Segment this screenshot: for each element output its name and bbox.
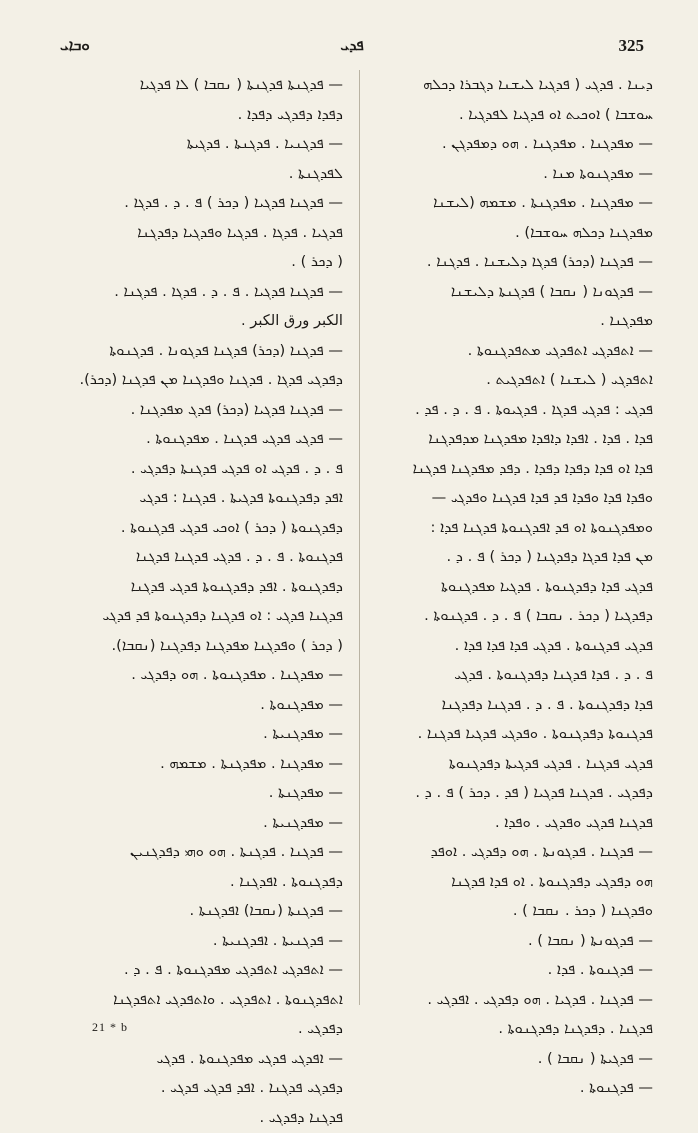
entry-line: ܘܦܕܓܢܐ ( ܕܟܪ . ܢܩܒܐ ) . xyxy=(512,902,653,919)
entry-line: — ܡܦܕܓܢܬܐ . xyxy=(268,784,343,801)
entry-line: — ܦܕܓܢܐ (ܕܟܪ) ܦܕܓܐ ܕܠܝܫܢܐ . ܦܕܓܢܐ . xyxy=(426,253,653,270)
entry-line: ܦܕܓܝ ܦܕܐ ܕܦܕܓܢܘܬܐ . ܦܕܓܝܐ ܡܦܕܓܢܘܬܐ xyxy=(441,577,653,595)
entry-line: ܕܝܢܐ . ܦܕܓܝ ( ܦܕܓܝܐ ܠܝܫܢܐ ܕܓܒܪܐ ܕܟܠܗ xyxy=(423,76,653,93)
page-header xyxy=(60,36,644,58)
entry-line: ܦܕܓܢܐ ܦܕܓܝ ܘܦܕܓܝ . ܘܦܕܐ . xyxy=(494,813,653,831)
entry-line: — ܦܕܓܢܐ ܦܕܓܝܐ (ܕܟܪ) ܦܕܓ ܡܦܕܓܢܐ . xyxy=(130,400,343,418)
entry-line: ܦܕܓܢܐ ܦܕܓܝ : ܐܘ ܦܕܓܢܐ ܕܦܕܓܢܘܬܐ ܦܕ ܦܕܓܝ xyxy=(102,607,343,624)
running-head-center: ܦܕܝ xyxy=(340,36,364,54)
entry-line: ܕܦܕܓܢܘܬܐ . ܐܦܕܓܢܐ . xyxy=(229,872,343,890)
entry-line: — ܦܕܓܘܢܬܐ ( ܢܩܒܐ ) . xyxy=(527,931,653,949)
entry-line: ܦܕܓܝ ܦܕܓܢܘܬܐ . ܦܕܓܝ ܦܕܐ ܦܕܐ ܦܕܐ . xyxy=(454,636,653,654)
entry-line: — ܡܦܕܓܢܐ . ܡܦܕܓܢܐ . ܗܘ ܕܡܦܕܓܢ . xyxy=(442,135,653,152)
entry-line: — ܡܦܕܓܢܐ . ܡܦܕܓܢܬܐ . ܡܫܡܗ . xyxy=(160,754,343,772)
entry-line: — ܡܦܕܓܢܐ . ܡܦܕܓܢܘܬܐ . ܗܘ ܕܦܕܓܝ . xyxy=(131,666,343,683)
entry-line: ܦܕܓܝ ܦܕܓܢܐ . ܦܕܓܝ ܦܕܓܝܬܐ ܕܦܕܓܢܘܬܐ xyxy=(448,754,653,772)
entry-line: — ܡܦܕܓܢܘܬܐ . xyxy=(260,695,343,713)
entry-line: — ܡܦܕܓܢܐ . ܡܦܕܓܢܬܐ . ܡܫܡܗ (ܠܝܫܢܐ xyxy=(433,194,653,211)
printer-signature: 21 * b xyxy=(92,1020,128,1034)
entry-line: ܗܘ ܕܦܕܓܝ ܕܦܕܓܢܘܬܐ . ܐܘ ܦܕܐ ܦܕܓܢܐ xyxy=(451,872,653,890)
entry-line: ܕܦܕܓܝ . xyxy=(297,1020,343,1037)
entry-line: ܦ . ܕ . ܦܕܐ ܦܕܓܢܐ ܕܦܕܓܢܘܬܐ . ܦܕܓܝ xyxy=(454,666,653,683)
entry-line: ܐܦܕ ܕܦܕܓܢܘܬܐ ܦܕܓܝܬܐ . ܦܕܓܢܐ : ܦܕܓܝ xyxy=(139,489,343,506)
entry-line: — ܡܦܕܓܢܝܬܐ . xyxy=(263,725,343,742)
entry-line: ܘܦܕܐ ܦܕܐ ܘܦܕܐ ܦܕ ܦܕܐ ܦܕܓܢܐ ܘܦܕܓܝ — xyxy=(431,489,653,506)
right-column xyxy=(375,70,653,1096)
entry-line: ܡܦܕܓܢܐ . xyxy=(600,312,653,329)
entry-line: ܕܦܕܓܝ . ܦܕܓܢܐ ܦܕܓܝܐ ( ܦܕ . ܕܟܪ ) ܦ . ܕ . xyxy=(415,784,653,801)
entry-line: — ܦܕܓܢܐ . ܦܕܓܝܐ . ܗܘ ܕܦܕܓܝ . ܐܦܕܓܝ . xyxy=(427,990,653,1008)
entry-line: — ܡܦܕܓܢܝܬܐ . xyxy=(263,813,343,831)
entry-line: ܐܬܦܕܓܢܘܬܐ . ܐܬܦܕܓܝ . ܘܐܬܦܕܓܝ ܐܬܦܕܓܢܐ xyxy=(113,990,343,1008)
page-number: 325 xyxy=(618,36,644,55)
entry-line: ( ܕܟܪ ) ܘܦܕܓܢܐ ܡܦܕܓܢܐ ܕܦܕܓܢܐ (ܢܩܒܐ). xyxy=(111,636,343,654)
entry-line: — ܦܕܓܢܝܐ . ܦܕܓܢܬܐ . ܦܕܓܝܬܐ xyxy=(186,135,343,152)
entry-line: — ܦܕܓܢܘܬܐ . xyxy=(579,1079,653,1096)
entry-line: ܦܕܐ ܐܘ ܦܕܐ ܕܦܕܐ ܕܦܕܐ . ܕܦܕ ܡܦܕܓܢܐ ܦܕܓܢܐ xyxy=(412,459,653,477)
entry-line: ܚܘܫܒܐ ) ܐܘܟܝܬ ܐܘ ܦܕܓܝܐ ܠܦܕܓܝܐ . xyxy=(458,105,653,123)
entry-line: ܕܦܕܓܢܘܬܐ . ܐܦܕ ܕܦܕܓܢܘܬܐ ܦܕܓܝ ܦܕܓܢܐ xyxy=(130,577,343,595)
entry-line: ܦܕܐ ܕܦܕܓܢܘܬܐ . ܦ . ܕ . ܦܕܓܢܐ ܕܦܕܓܢܐ xyxy=(441,695,653,713)
entry-line: الكبر ورق الكبر . xyxy=(240,312,343,329)
entry-line: — ܦܕܓܢܐ . ܦܕܓܘܢܬܐ . ܗܘ ܕܦܕܓܝ . ܐܘܦܕ xyxy=(430,843,653,860)
entry-line: — ܦܕܓܢܐ ܦܕܓܝܐ ( ܕܟܪ ) ܦ . ܕ . ܦܕܓܐ . xyxy=(124,194,343,211)
entry-line: ܦܕܐ . ܦܕܐ . ܐܦܕܐ ܕܐܦܕܐ ܡܦܕܓܢܐ ܡܕܦܕܓܢܐ xyxy=(428,430,653,447)
entry-line: ܘܡܦܕܓܢܘܬܐ ܐܘ ܦܕ ܐܦܕܓܢܘܬܐ ܦܕܓܢܐ ܦܕܐ : xyxy=(430,518,653,536)
entry-line: — ܦܕܓܢܐ . ܦܕܓܢܬܐ . ܗܘ ܘܗܝ ܕܦܕܓܢܝܢ xyxy=(129,843,343,860)
entry-line: — ܦܕܓܢܬܐ (ܢܩܒܐ) ܐܦܕܓܢܬܐ . xyxy=(189,902,343,919)
entry-line: ܦܕܓܢܐ . ܕܦܕܓܢܐ ܕܦܕܓܢܘܬܐ . xyxy=(498,1020,653,1037)
entry-line: — ܦܕܓܢܬܐ ܦܕܓܢܬܐ ( ܢܩܒܐ ) ܠܐ ܦܕܓܝܐ xyxy=(139,76,343,93)
entry-line: ( ܕܟܪ ) . xyxy=(291,253,343,270)
column-divider xyxy=(359,70,360,1005)
entry-line: ܠܦܕܓܢܬܐ . xyxy=(288,164,343,182)
running-head-left: ܘܒܐܝ xyxy=(60,36,90,54)
entry-line: ܡܦܕܓܢܐ ܕܟܠܗ ܚܘܫܒܐ) . xyxy=(515,223,653,241)
entry-line: ܡܢ ܦܕܐ ܦܕܓܐ ܕܦܕܓܢܐ ( ܕܟܪ ) ܦ . ܕ . xyxy=(446,548,653,565)
entry-line: ܕܦܕܓܝ ܦܕܓܢܐ . ܐܦܕ ܦܕܓܝ ܦܕܓܝ . xyxy=(160,1079,343,1096)
entry-line: — ܡܦܕܓܢܘܬܐ ܡܢܐ . xyxy=(543,164,653,182)
entry-line: ܕܦܕܓܢܘܬܐ ( ܕܟܪ ) ܐܘܟܝ ܦܕܓܝ ܦܕܓܢܘܬܐ . xyxy=(120,518,343,536)
entry-line: — ܦܕܓܘܢܐ ( ܢܩܒܐ ) ܦܕܓܢܬܐ ܕܠܝܫܢܐ xyxy=(450,282,653,300)
entry-line: — ܦܕܓܢܘܬܐ . ܦܕܐ . xyxy=(547,961,653,978)
entry-line: — ܦܕܓܢܐ ܦܕܓܝܐ . ܦ . ܕ . ܦܕܓܐ . ܦܕܓܢܐ . xyxy=(114,282,343,300)
entry-line: — ܐܦܕܓܝ ܦܕܓܝ ܡܦܕܓܢܘܬܐ . ܦܕܓܝ xyxy=(156,1049,343,1067)
entry-line: ܕܦܕܓܝܐ ( ܕܟܪ . ܢܩܒܐ ) ܦ . ܕ . ܦܕܓܢܘܬܐ . xyxy=(424,607,653,624)
entry-line: — ܦܕܓܢܐ (ܕܟܪ) ܦܕܓܢܐ ܦܕܓܘܢܐ . ܦܕܓܢܘܬܐ xyxy=(109,341,343,359)
entry-line: ܦܕܓܢܐ ܕܦܕܓܝ . xyxy=(259,1108,343,1126)
entry-line: ܐܬܦܕܓܝ ( ܠܝܫܢܐ ) ܐܬܦܕܓܝܬ . xyxy=(486,371,653,388)
entry-line: ܦܕܓܢܘܬܐ ܕܦܕܓܢܘܬܐ . ܘܦܕܓܝ ܦܕܓܝܐ ܦܕܓܢܐ . xyxy=(417,725,653,742)
entry-line: ܦܕܓܝܐ . ܦܕܓܐ . ܦܕܓܝܐ ܘܦܕܓܝܐ ܕܦܕܓܢܐ xyxy=(137,223,343,241)
entry-line: — ܐܬܦܕܓܝ ܐܬܦܕܓܝ ܡܦܕܓܢܘܬܐ . ܦ . ܕ . xyxy=(124,961,343,978)
entry-line: — ܦܕܓܝ ܦܕܓܝ ܦܕܓܢܐ . ܡܦܕܓܢܘܬܐ . xyxy=(146,430,343,447)
entry-line: ܕܦܕܐ ܕܦܕܓܝ ܕܦܕܐ . xyxy=(237,105,343,123)
entry-line: ܕܦܕܓܝ ܦܕܓܐ . ܦܕܓܢܐ ܘܦܕܓܢܐ ܡܢ ܦܕܓܢܐ (ܕܟܪ). xyxy=(79,371,343,388)
entry-line: ܦ . ܕ . ܦܕܓܝ ܐܘ ܦܕܓܝ ܦܕܓܢܬܐ ܕܦܕܓܝ . xyxy=(130,459,343,477)
entry-line: ܦܕܓܢܘܬܐ . ܦ . ܕ . ܦܕܓܝ ܦܕܓܢܐ ܦܕܓܢܐ xyxy=(135,548,343,565)
entry-line: ܦܕܓܝ : ܦܕܓܝ ܦܕܓܐ . ܦܕܓܝܘܬܐ . ܦ . ܕ . ܦܕ . xyxy=(415,400,653,418)
entry-line: — ܐܬܦܕܓܝ ܐܬܦܕܓܝ ܡܬܦܕܓܢܘܬܐ . xyxy=(467,341,653,359)
entry-line: — ܦܕܓܢܝܬܐ . ܐܦܕܓܢܝܬܐ . xyxy=(212,931,343,949)
entry-line: — ܦܕܓܝܬܐ ( ܢܩܒܐ ) . xyxy=(537,1049,653,1067)
